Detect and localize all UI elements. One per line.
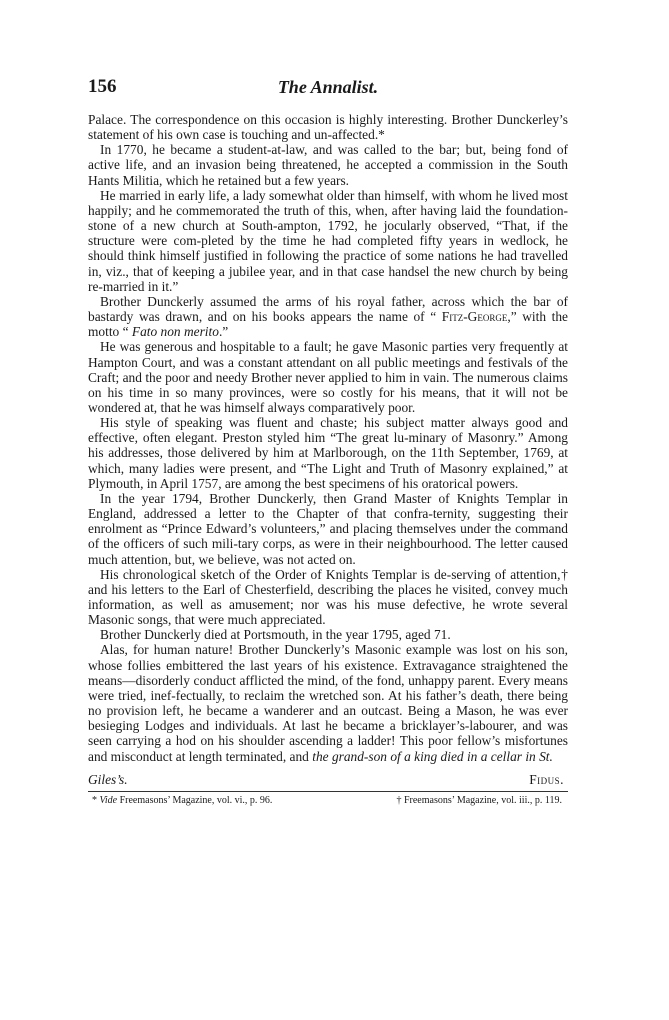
footnote-text: Freemasons’ Magazine, vol. vi., p. 96. bbox=[117, 794, 273, 806]
page-header bbox=[88, 76, 568, 104]
paragraph-text: He was generous and hospitable to a fault; he gave Masonic parties very frequently at Hampton Court, and was a constant attendant on all public meetings and festivals of the Craft; and the poor and needy Brother never applied to him in vain. The numerous claims on his time in so many provinces, were so costly for his means, that it will not be wondered at, that he was himself always comparatively poor. bbox=[88, 339, 568, 415]
footnote-mark: † bbox=[396, 794, 404, 806]
paragraph bbox=[88, 339, 568, 415]
paragraph bbox=[88, 188, 568, 294]
running-title: The Annalist. bbox=[277, 77, 379, 97]
author-signature: Fidus. bbox=[529, 771, 564, 787]
footnote-text: Freemasons’ Magazine, vol. iii., p. 119. bbox=[403, 794, 562, 806]
footnote bbox=[396, 795, 562, 807]
page-number: 156 bbox=[88, 76, 117, 97]
paragraph-text: In the year 1794, Brother Dunckerly, then Grand Master of Knights Templar in England, addressed a letter to the Chapter of that confra-ternity, suggesting their enrolment as “Prince Edward’s volunteers,” and placing themselves under the command of the officers of such mili-tary corps, as were in their neighbourhood. The letter caused much attention, but, we believe, was not acted on. bbox=[88, 490, 568, 567]
paragraph-text: His chronological sketch of the Order of Knights Templar is de-serving of attention,† and his letters to the Earl of Chesterfield, describing the places he visited, convey much information, as well as amusement; nor was his muse defective, he wrote several Masonic songs, that were much appreciated. bbox=[88, 566, 568, 628]
paragraph-text: the grand-son of a king died in a cellar in St. bbox=[312, 748, 553, 764]
paragraph-text: Brother Dunckerly died at Portsmouth, in the year 1795, aged 71. bbox=[100, 627, 451, 643]
footnote bbox=[92, 795, 272, 807]
paragraph-text: ,” with the motto “ bbox=[88, 309, 568, 340]
paragraph bbox=[88, 567, 568, 628]
paragraph-text: His style of speaking was fluent and chaste; his subject matter always good and effective, often elegant. Preston styled him “The great lu-minary of Masonry.” Among his addresses, those delivered by him at Marlborough, on the 11th September, 1769, at which, many ladies were present, and “The Light and Truth of Masonry explained,” at Plymouth, in April 1757, are among the best specimens of his oratorical powers. bbox=[88, 415, 568, 491]
body-text bbox=[88, 112, 568, 764]
paragraph-text: Brother Dunckerly assumed the arms of his royal father, across which the bar of bastardy was drawn, and on his books appears the name of “ bbox=[88, 293, 568, 325]
paragraph-text: Alas, for human nature! Brother Dunckerly’s Masonic example was lost on his son, whose follies embittered the last years of his existence. Extravagance straightened the means—disorderly conduct afflicted the mind, of the fond, unhappy parent. Every means were tried, inef-fectually, to reclaim the wretched son. At his father’s death, there being no provision left, he became a wanderer and an outcast. Being a Mason, he was ever besieging Lodges and individuals. At last he became a bricklayer’s-labourer, and was seen carrying a hod on his shoulder ascending a ladder! This poor fellow’s misfortunes and misconduct at length terminated, and bbox=[88, 642, 568, 764]
footnote-italic: Vide bbox=[99, 794, 118, 806]
paragraph-text: Fitz-George bbox=[441, 309, 508, 325]
footnote-mark: * bbox=[92, 794, 100, 806]
paragraph-text: Fato non merito bbox=[131, 324, 219, 340]
paragraph bbox=[88, 112, 568, 142]
paragraph bbox=[88, 642, 568, 763]
footnotes bbox=[88, 795, 568, 807]
paragraph bbox=[88, 294, 568, 339]
paragraph-text: He married in early life, a lady somewhat older than himself, with whom he lived most happily; and he commemorated the truth of this, when, after having laid the foundation-stone of a new church at South-ampton, 1792, he jocularly observed, “That, if the structure were com-pleted by the time he had completed fifty years in wedlock, he should think himself justified in following the practice of some nations he had travelled in, viz., that of keeping a jubilee year, and in that case handsel the new church by being re-married in it.” bbox=[88, 187, 568, 294]
paragraph bbox=[88, 627, 568, 642]
paragraph bbox=[88, 491, 568, 567]
closing-line bbox=[88, 772, 568, 787]
paragraph-text: Palace. The correspondence on this occasion is highly interesting. Brother Dunckerley’s statement of his own case is touching and un-affected.* bbox=[88, 112, 568, 143]
paragraph bbox=[88, 142, 568, 187]
book-page bbox=[88, 76, 568, 807]
paragraph-text: .” bbox=[218, 324, 229, 340]
footnote-rule bbox=[88, 791, 568, 792]
closing-words: Giles’s. bbox=[88, 771, 128, 787]
paragraph-text: In 1770, he became a student-at-law, and was called to the bar; but, being fond of active life, and an invasion being threatened, he accepted a commission in the South Hants Militia, which he retained but a few years. bbox=[88, 142, 568, 188]
paragraph bbox=[88, 415, 568, 491]
